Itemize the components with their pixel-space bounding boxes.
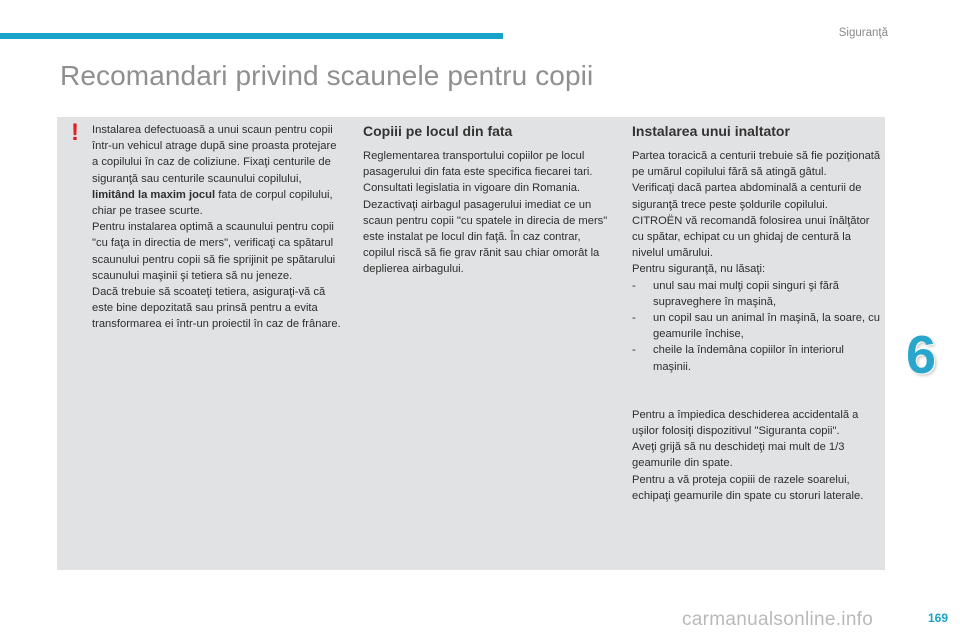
booster-paragraph-3: CITROËN vă recomandă folosirea unui înălţător cu spătar, echipat cu un ghidaj de centură la nivelul umărului. bbox=[632, 214, 870, 260]
list-item bbox=[632, 278, 882, 310]
watermark: carmanualsonline.info bbox=[682, 609, 874, 630]
warning-column bbox=[92, 122, 344, 333]
list-dash: - bbox=[632, 344, 636, 357]
warning-bold-text: limitând la maxim jocul bbox=[92, 188, 216, 201]
page-title: Recomandari privind scaunele pentru copii bbox=[60, 60, 594, 91]
warning-text: Instalarea defectuoasă a unui scaun pentru copii într-un vehicul atrage după sine proasta protejare a copilului în caz de coliziune. Fixaţi centurile de siguranţă sau centurile scaunului copilului, bbox=[92, 124, 337, 185]
list-dash: - bbox=[632, 312, 636, 325]
warning-paragraph-2: Pentru instalarea optimă a scaunului pentru copii "cu faţa in directia de mers", verificaţi ca spătarul scaunului pentru copii să fie sprijinit pe spătarului scaunului maşinii şi tetiera să nu jeneze. bbox=[92, 221, 336, 282]
booster-paragraph-4: Pentru siguranţă, nu lăsaţi: bbox=[632, 263, 766, 276]
booster-heading: Instalarea unui inaltator bbox=[632, 123, 790, 139]
booster-paragraph-2: Verificaţi dacă partea abdominală a centurii de siguranţă trece peste şoldurile copilului. bbox=[632, 182, 862, 211]
list-item-text: un copil sau un animal în maşină, la soare, cu geamurile închise, bbox=[653, 312, 880, 341]
booster-paragraph-1: Partea toracică a centurii trebuie să fie poziţionată pe umărul copilului fără să atingă gâtul. bbox=[632, 150, 881, 179]
booster-paragraph-7: Pentru a vă proteja copiii de razele soarelui, echipaţi geamurile din spate cu storuri laterale. bbox=[632, 473, 864, 502]
list-item bbox=[632, 310, 882, 342]
warning-paragraph-1 bbox=[92, 122, 344, 219]
accent-bar bbox=[0, 33, 503, 39]
warning-paragraph-3: Dacă trebuie să scoateţi tetiera, asiguraţi-vă că este bine depozitată sau prinsă pentru a evita transformarea ei într-un proiectil în caz de frânare. bbox=[92, 286, 341, 331]
chapter-number: 6 bbox=[905, 325, 937, 385]
page-number: 169 bbox=[927, 611, 948, 625]
list-item-text: unul sau mai mulţi copii singuri şi fără supraveghere în maşină, bbox=[653, 279, 839, 308]
front-seat-heading: Copiii pe locul din fata bbox=[363, 123, 513, 139]
spacer bbox=[632, 375, 882, 407]
section-name: Siguranţă bbox=[838, 27, 888, 39]
list-item-text: cheile la îndemâna copiilor în interiorul maşinii. bbox=[653, 344, 844, 373]
list-dash: - bbox=[632, 279, 636, 292]
booster-paragraph-5: Pentru a împiedica deschiderea accidentală a uşilor folosiţi dispozitivul "Siguranta copii". bbox=[632, 408, 859, 438]
front-seat-column bbox=[363, 122, 609, 278]
warning-text-end: fata de corpul copilului, chiar pe trasee scurte. bbox=[92, 188, 333, 218]
front-seat-paragraph-1: Reglementarea transportului copiilor pe locul pasagerului din fata este specifica fiecarei tari. Consultati legislatia in vigoare din Romania. bbox=[363, 150, 593, 195]
front-seat-paragraph-2: Dezactivaţi airbagul pasagerului imediat ce un scaun pentru copii "cu spatele in direcia de mers" este instalat pe locul din faţă. În caz contrar, copilul riscă să fie grav rănit sau chiar omorât la deplierea airbagului. bbox=[363, 198, 608, 276]
booster-paragraph-6: Aveţi grijă să nu deschideţi mai mult de 1/3 geamurile din spate. bbox=[632, 441, 845, 470]
exclamation-icon: ! bbox=[71, 119, 79, 146]
list-item bbox=[632, 342, 882, 374]
booster-column bbox=[632, 122, 882, 504]
